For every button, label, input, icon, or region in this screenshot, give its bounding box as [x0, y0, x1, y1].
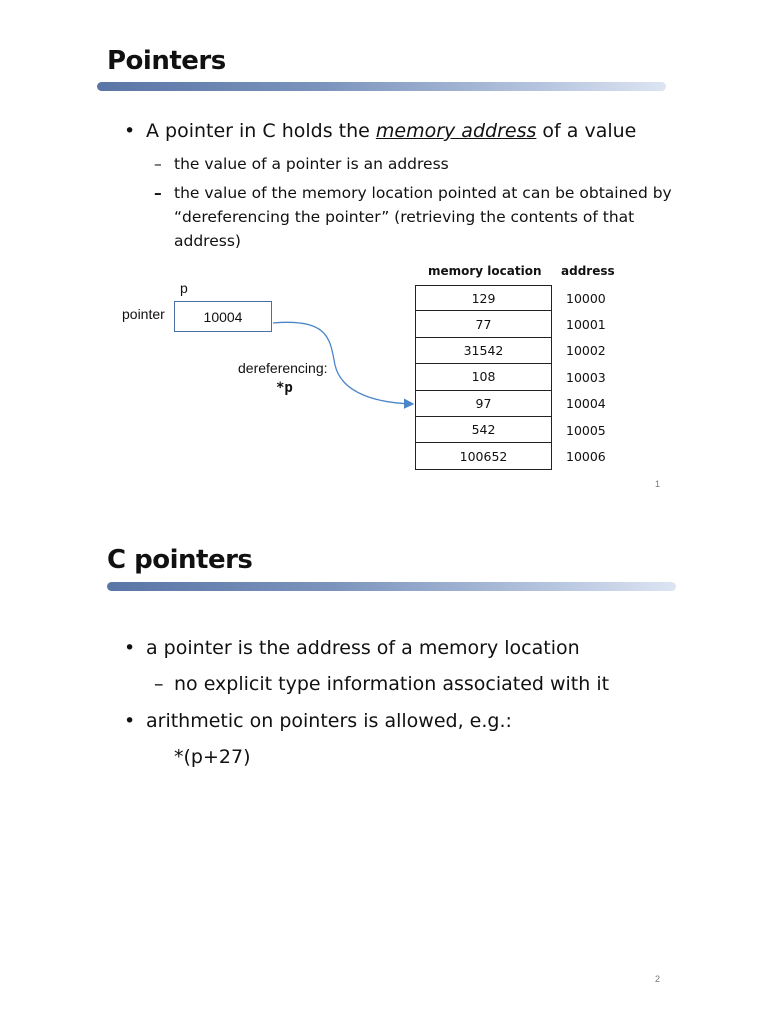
sub-bullet-1-text: no explicit type information associated with it [174, 673, 610, 695]
page-number: 1 [655, 479, 661, 489]
address-value: 10006 [566, 449, 606, 465]
bullet-glyph: • [124, 637, 136, 659]
page-number: 2 [655, 974, 661, 984]
memory-cell: 97 [415, 391, 552, 417]
slide-2 [0, 500, 768, 1012]
bullet-text-emphasis: memory address [375, 120, 537, 142]
dereference-expression: *p [276, 380, 293, 396]
memory-cell: 129 [415, 285, 552, 311]
memory-cell: 31542 [415, 338, 552, 364]
address-value: 10005 [566, 422, 606, 438]
pointer-box: 10004 [174, 301, 272, 332]
address-value: 10003 [566, 369, 606, 385]
address-value: 10001 [566, 317, 606, 333]
dereferencing-label: dereferencing: [238, 360, 328, 376]
bullet-1 [124, 637, 580, 659]
dash-glyph: – [154, 184, 162, 202]
dash-glyph: – [154, 155, 162, 173]
sub-bullet-1 [154, 673, 610, 695]
memory-cell: 542 [415, 417, 552, 443]
pointer-variable-name: p [180, 280, 188, 296]
bullet-glyph: • [124, 120, 136, 142]
bullet-text-pre: A pointer in C holds the [146, 120, 376, 142]
pointer-label: pointer [122, 306, 165, 322]
bullet-text-post: of a value [536, 120, 637, 142]
sub-bullet-1-text: the value of a pointer is an address [174, 155, 449, 173]
address-value: 10002 [566, 343, 606, 359]
memory-cell: 77 [415, 311, 552, 337]
bullet-2-text: arithmetic on pointers is allowed, e.g.: [146, 710, 512, 732]
memory-cell: 108 [415, 364, 552, 390]
address-header: address [561, 264, 615, 278]
bullet-2 [124, 710, 512, 732]
code-example: *(p+27) [174, 746, 251, 768]
dash-glyph: – [154, 673, 164, 695]
slide-title: C pointers [107, 545, 253, 575]
bullet-glyph: • [124, 710, 136, 732]
slide-title: Pointers [107, 46, 226, 76]
bullet-1-text: a pointer is the address of a memory location [146, 637, 580, 659]
address-value: 10000 [566, 290, 606, 306]
memory-cell: 100652 [415, 443, 552, 469]
title-underline-bar [107, 582, 676, 591]
address-value: 10004 [566, 396, 606, 412]
sub-bullet-2-text: the value of the memory location pointed at can be obtained by “dereferencing the pointer” (retrieving the contents of that address) [174, 184, 672, 250]
memory-location-header: memory location [428, 264, 542, 278]
